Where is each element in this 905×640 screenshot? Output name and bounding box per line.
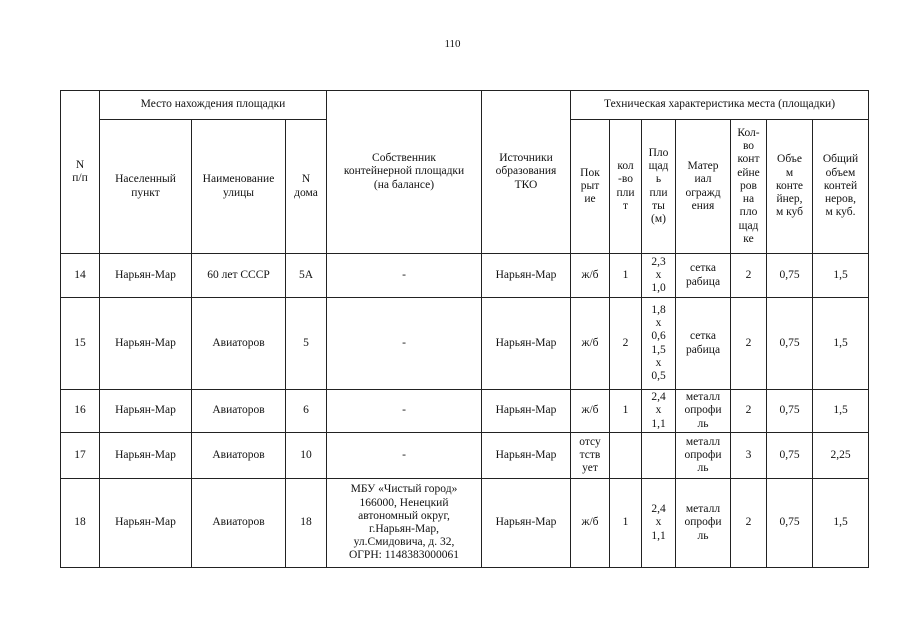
table-row	[61, 390, 869, 433]
cell-house: 5А	[286, 254, 327, 298]
cell-container-count: 2	[731, 298, 767, 390]
cell-num: 14	[61, 254, 100, 298]
table-row	[61, 479, 869, 568]
cell-num: 18	[61, 479, 100, 568]
cell-surface: ж/б	[571, 479, 610, 568]
cell-num: 15	[61, 298, 100, 390]
cell-total-volume: 1,5	[813, 254, 869, 298]
cell-total-volume: 1,5	[813, 479, 869, 568]
header-owner: Собственник контейнерной площадки (на балансе)	[327, 91, 482, 254]
cell-slab-count: 1	[610, 390, 642, 433]
cell-total-volume: 2,25	[813, 433, 869, 479]
cell-slab-count	[610, 433, 642, 479]
cell-container-count: 2	[731, 254, 767, 298]
cell-slab-area: 2,3 х 1,0	[642, 254, 676, 298]
cell-surface: ж/б	[571, 390, 610, 433]
cell-sources: Нарьян-Мар	[482, 254, 571, 298]
header-sources: Источники образования ТКО	[482, 91, 571, 254]
header-tech-group: Техническая характеристика места (площадки)	[571, 91, 869, 120]
header-street: Наименование улицы	[192, 120, 286, 254]
cell-surface: ж/б	[571, 298, 610, 390]
header-total-volume: Общий объем контей неров, м куб.	[813, 120, 869, 254]
container-sites-table	[60, 90, 869, 568]
header-fence: Матер иал огражд ения	[676, 120, 731, 254]
cell-fence: металл опрофи ль	[676, 479, 731, 568]
cell-fence: металл опрофи ль	[676, 390, 731, 433]
cell-street: Авиаторов	[192, 390, 286, 433]
cell-surface: отсу тств ует	[571, 433, 610, 479]
cell-slab-area: 2,4 х 1,1	[642, 479, 676, 568]
table-row	[61, 298, 869, 390]
cell-slab-count: 1	[610, 254, 642, 298]
cell-house: 5	[286, 298, 327, 390]
cell-slab-area: 2,4 х 1,1	[642, 390, 676, 433]
cell-slab-count: 1	[610, 479, 642, 568]
table-row	[61, 433, 869, 479]
cell-street: Авиаторов	[192, 298, 286, 390]
page-number: 110	[444, 38, 461, 50]
cell-volume: 0,75	[767, 298, 813, 390]
cell-street: Авиаторов	[192, 479, 286, 568]
cell-sources: Нарьян-Мар	[482, 298, 571, 390]
cell-slab-area: 1,8 х 0,6 1,5 х 0,5	[642, 298, 676, 390]
cell-surface: ж/б	[571, 254, 610, 298]
cell-total-volume: 1,5	[813, 390, 869, 433]
header-surface: Пок рыт ие	[571, 120, 610, 254]
cell-settlement: Нарьян-Мар	[100, 298, 192, 390]
cell-num: 17	[61, 433, 100, 479]
cell-house: 10	[286, 433, 327, 479]
header-num: N п/п	[61, 91, 100, 254]
cell-fence: металл опрофи ль	[676, 433, 731, 479]
cell-street: Авиаторов	[192, 433, 286, 479]
cell-sources: Нарьян-Мар	[482, 479, 571, 568]
cell-settlement: Нарьян-Мар	[100, 433, 192, 479]
cell-volume: 0,75	[767, 479, 813, 568]
cell-container-count: 3	[731, 433, 767, 479]
cell-owner: -	[327, 433, 482, 479]
table-row	[61, 254, 869, 298]
cell-owner: -	[327, 298, 482, 390]
cell-house: 18	[286, 479, 327, 568]
cell-container-count: 2	[731, 390, 767, 433]
header-house: N дома	[286, 120, 327, 254]
cell-settlement: Нарьян-Мар	[100, 254, 192, 298]
cell-total-volume: 1,5	[813, 298, 869, 390]
cell-settlement: Нарьян-Мар	[100, 390, 192, 433]
header-slab-area: Пло щад ь пли ты (м)	[642, 120, 676, 254]
cell-sources: Нарьян-Мар	[482, 433, 571, 479]
header-location-group: Место нахождения площадки	[100, 91, 327, 120]
cell-volume: 0,75	[767, 433, 813, 479]
header-slab-count: кол -во пли т	[610, 120, 642, 254]
cell-house: 6	[286, 390, 327, 433]
cell-owner: МБУ «Чистый город» 166000, Ненецкий автономный округ, г.Нарьян-Мар, ул.Смидовича, д. 32, ОГРН: 1148383000061	[327, 479, 482, 568]
cell-street: 60 лет СССР	[192, 254, 286, 298]
cell-owner: -	[327, 390, 482, 433]
header-volume: Объе м конте йнер, м куб	[767, 120, 813, 254]
cell-volume: 0,75	[767, 254, 813, 298]
cell-fence: сетка рабица	[676, 254, 731, 298]
cell-owner: -	[327, 254, 482, 298]
cell-container-count: 2	[731, 479, 767, 568]
cell-slab-area	[642, 433, 676, 479]
cell-settlement: Нарьян-Мар	[100, 479, 192, 568]
cell-slab-count: 2	[610, 298, 642, 390]
cell-num: 16	[61, 390, 100, 433]
cell-sources: Нарьян-Мар	[482, 390, 571, 433]
cell-fence: сетка рабица	[676, 298, 731, 390]
cell-volume: 0,75	[767, 390, 813, 433]
header-settlement: Населенный пункт	[100, 120, 192, 254]
header-container-count: Кол- во конт ейне ров на пло щад ке	[731, 120, 767, 254]
